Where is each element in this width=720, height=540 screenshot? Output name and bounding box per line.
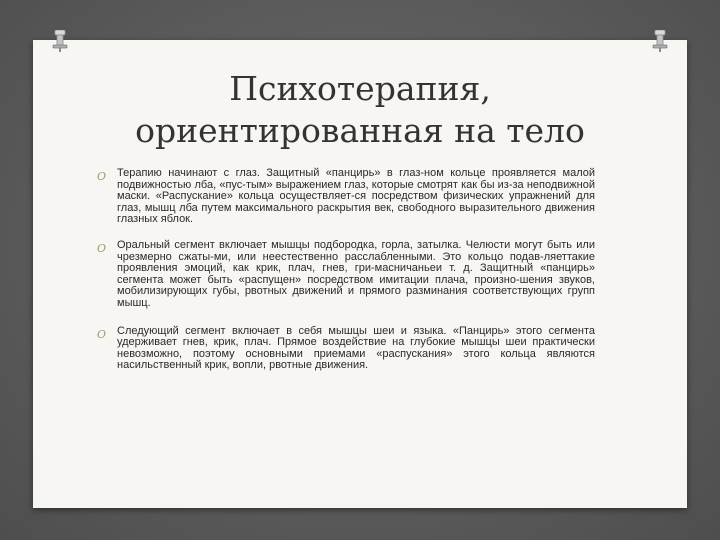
bullet-item-oral — [97, 238, 595, 310]
bullet-list — [97, 167, 595, 386]
pin-icon — [651, 30, 669, 52]
bullet-marker-icon: O — [97, 170, 107, 183]
bullet-item-eyes — [97, 167, 595, 226]
bullet-text: Терапию начинают с глаз. Защитный «панцирь» в глаз-ном кольце проявляется малой подвижностью лба, «пус-тым» выражением глаз, которые смотрят как бы из-за неподвижной маски. «Распускание» кольца осуществляет-ся посредством физических упражнений для глаз, мышц лба путем максимального раскрытия век, свободного выразительного движения глазных яблок. — [117, 167, 595, 226]
pin-icon — [51, 30, 69, 52]
bullet-text: Следующий сегмент включает в себя мышцы шеи и языка. «Панцирь» этого сегмента удерживает гнев, крик, плач. Прямое воздействие на глубокие мышцы шеи практически невозможно, поэтому основными приемами «распускания» этого кольца являются насильственный крик, вопли, рвотные движения. — [117, 324, 595, 372]
bullet-marker-icon: O — [97, 327, 107, 341]
bullet-text: Оральный сегмент включает мышцы подбородка, горла, затылка. Челюсти могут быть или чрезмерно сжаты-ми, или неестественно расслабленными. Это кольцо подав-ляеттакие проявления эмоций, как крик, плач, гнев, гри-масничаньеи т. д. Защитный «панцирь» сегмента может быть «распущен» посредством имитации плача, произно-шения звуков, мобилизирующих губы, рвотных движений и прямого разминания соответствующих групп мышц. — [117, 238, 595, 309]
bullet-marker-icon: O — [97, 241, 107, 255]
slide-title — [33, 68, 687, 152]
title-line-2: ориентированная на тело — [135, 111, 585, 150]
title-line-1: Психотерапия, — [229, 69, 491, 108]
bullet-item-neck — [97, 324, 595, 372]
